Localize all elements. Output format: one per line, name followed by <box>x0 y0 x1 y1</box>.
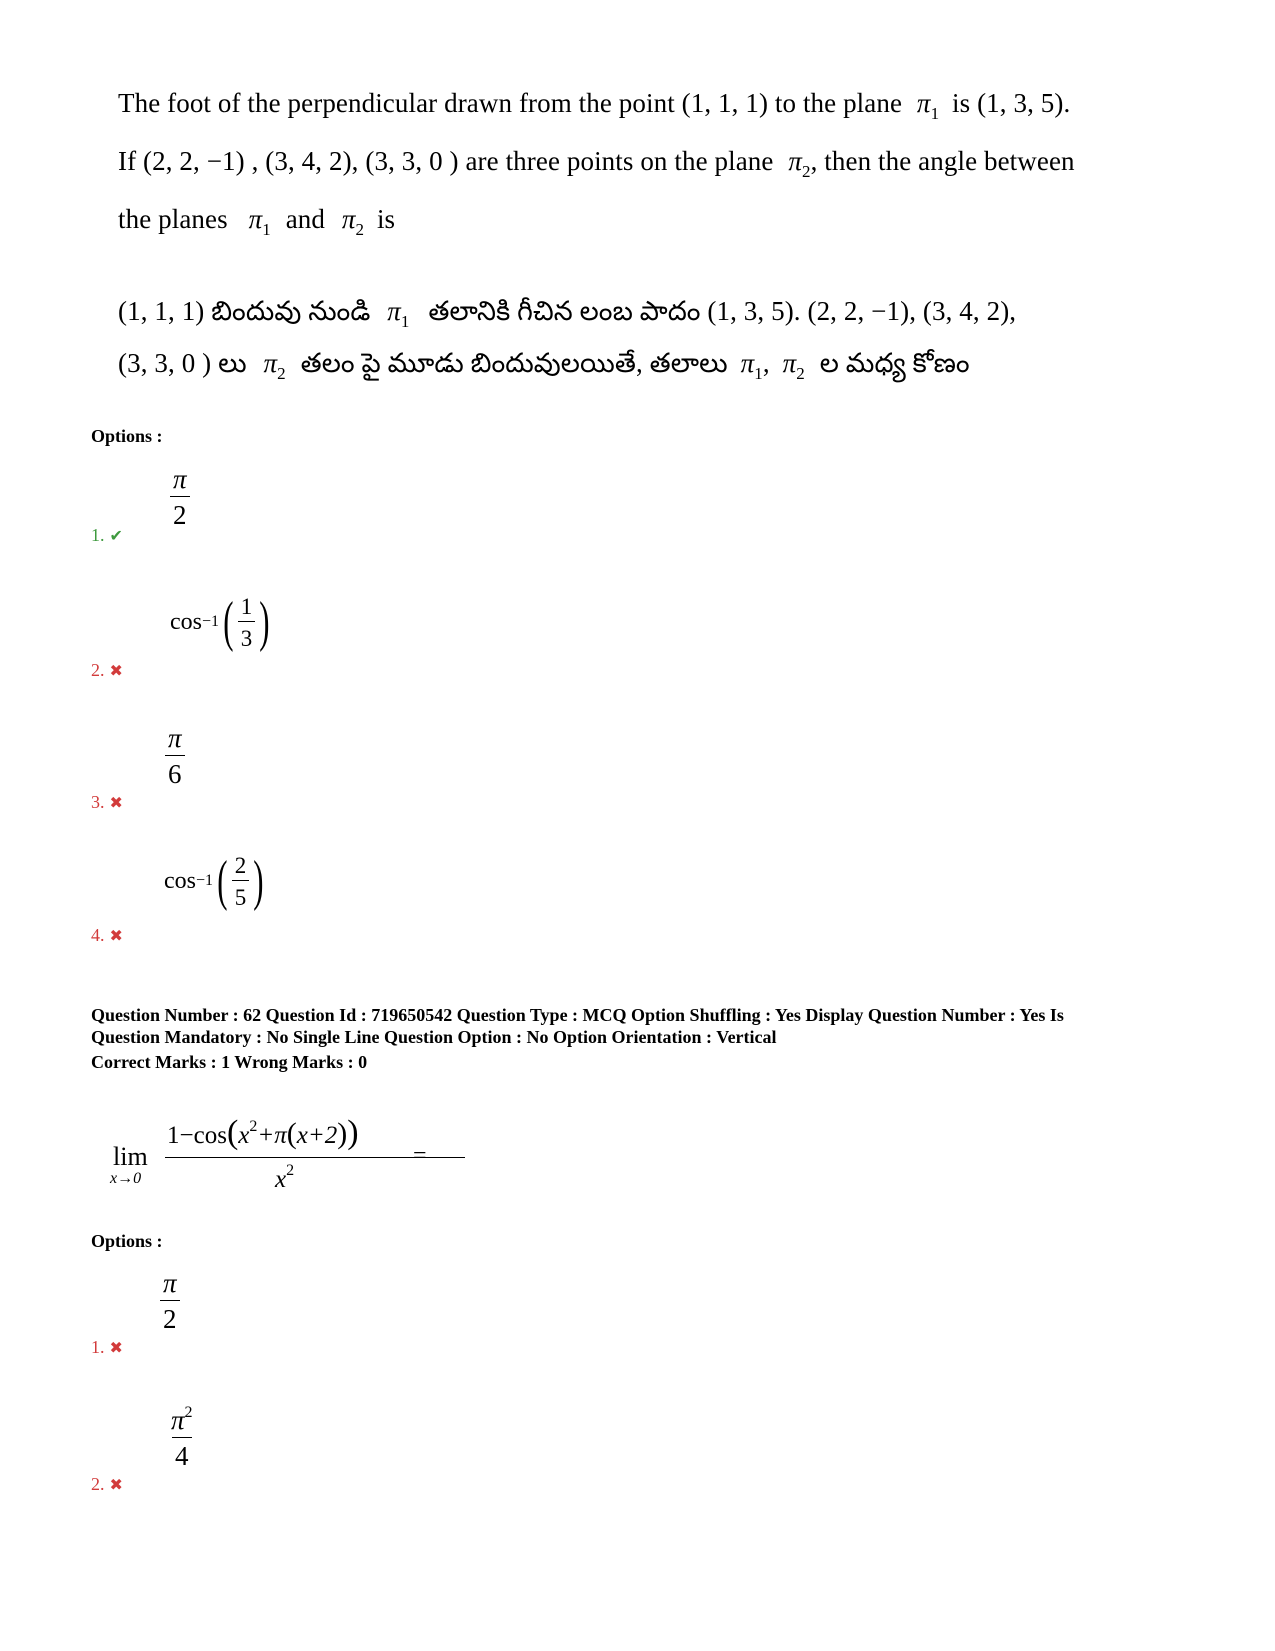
correct-check-icon: ✔ <box>109 528 123 545</box>
q61-option-2-label: 2. ✖ <box>91 660 123 680</box>
q61-en-line-3: the planes $\pi_1$ and $\pi_2$ is <box>118 204 396 239</box>
q61-te-line-2: (3, 3, 0 ) లు $\pi_2$ తలం పై మూడు బిందువులయితే, తలాలు $\pi_1$, $\pi_2$ ల మధ్య కోణం <box>118 348 970 383</box>
wrong-cross-icon: ✖ <box>109 1340 123 1357</box>
q61-en-line-2: If (2, 2, −1) , (3, 4, 2), (3, 3, 0 ) are three points on the plane $\pi_2$, then the angle between <box>118 146 1075 181</box>
wrong-cross-icon: ✖ <box>109 1477 123 1494</box>
q61-option-1-label: 1. ✔ <box>91 525 123 545</box>
q61-options-label: Options : <box>91 426 163 446</box>
q61-option-3-math: $\frac{\pi}{6}$ <box>165 725 185 788</box>
q61-option-1-math: $\frac{\pi}{2}$ <box>170 466 190 529</box>
q61-option-2-math: cos −1 ( $\frac{1}{3}$ ) <box>170 591 270 653</box>
q62-option-2-math: $\frac{\pi^2}{4}$ <box>171 1404 193 1471</box>
wrong-cross-icon: ✖ <box>109 795 123 812</box>
q61-option-4-label: 4. ✖ <box>91 925 123 945</box>
q61-option-3-label: 3. ✖ <box>91 792 123 812</box>
q62-limit-expression <box>110 1112 450 1202</box>
lim-label: lim <box>113 1142 148 1171</box>
q62-option-2-label: 2. ✖ <box>91 1474 123 1494</box>
wrong-cross-icon: ✖ <box>109 663 123 680</box>
q61-en-line-1: The foot of the perpendicular drawn from the point (1, 1, 1) to the plane $\pi_1$ is (1, 3, 5). <box>118 88 1071 123</box>
q62-metadata: Question Number : 62 Question Id : 719650542 Question Type : MCQ Option Shuffling : Yes Display Question Number : Yes Is Question Mandatory : No Single Line Question Option : No Option Orientation : Vertical Correct Marks : 1 Wrong Marks : 0 <box>91 1005 1064 1072</box>
q62-options-label: Options : <box>91 1231 163 1251</box>
wrong-cross-icon: ✖ <box>109 928 123 945</box>
limit-denominator: $x^2$ <box>275 1162 295 1193</box>
q61-te-line-1: (1, 1, 1) బిందువు నుండి $\pi_1$ తలానికి గీచిన లంబ పాదం (1, 3, 5). (2, 2, −1), (3, 4, 2), <box>118 296 1017 331</box>
q62-option-1-label: 1. ✖ <box>91 1337 123 1357</box>
q61-option-4-math: cos −1 ( $\frac{2}{5}$ ) <box>164 850 264 912</box>
equals-sign: = <box>413 1143 427 1169</box>
q62-option-1-math: $\frac{\pi}{2}$ <box>160 1270 180 1333</box>
limit-numerator: $1-\cos(x^2+\pi(x+2))$ <box>167 1114 359 1151</box>
lim-subscript: x→0 <box>110 1170 142 1187</box>
